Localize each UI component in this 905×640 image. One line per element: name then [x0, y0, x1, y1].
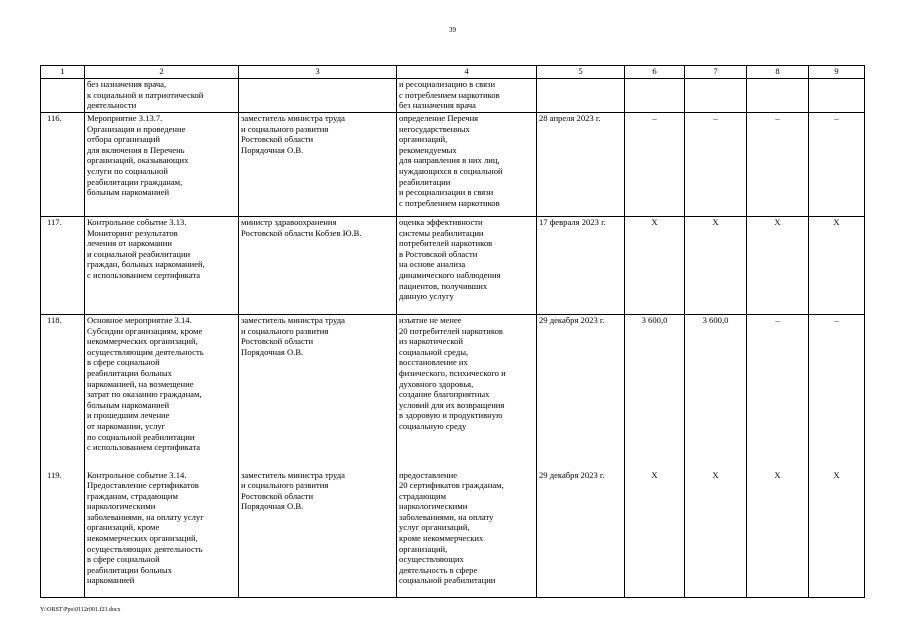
deadline: 28 апреля 2023 г.: [537, 113, 625, 217]
funding-cell: –: [747, 113, 809, 217]
funding-cell: –: [809, 113, 865, 217]
expected-result: предоставление 20 сертификатов гражданам, страдающим наркологическими заболеваниями, на оплату услуг организаций, кроме некоммерческих организаций, осуществляющих деятельность в сфере социальной реабилитации: [397, 470, 537, 598]
row-number: [41, 79, 85, 113]
file-path-footer: Y:\ORST\Ppo\0112r001.f23.docx: [40, 607, 121, 613]
expected-result: определение Перечня негосударственных организаций, рекомендуемых для направления в них лиц, нуждающихся в социальной реабилитации и ресоциализации в связи с потреблением наркотиков: [397, 113, 537, 217]
deadline: 17 февраля 2023 г.: [537, 217, 625, 315]
column-header: 2: [85, 66, 239, 79]
funding-cell: [625, 79, 685, 113]
table-row: [41, 315, 865, 470]
responsible-person: заместитель министра труда и социального развития Ростовской области Порядочная О.В.: [239, 315, 397, 470]
funding-cell: 3 600,0: [685, 315, 747, 470]
responsible-person: заместитель министра труда и социального развития Ростовской области Порядочная О.В.: [239, 470, 397, 598]
funding-cell: Х: [809, 217, 865, 315]
funding-cell: Х: [747, 470, 809, 598]
table-row: [41, 217, 865, 315]
funding-cell: 3 600,0: [625, 315, 685, 470]
funding-cell: [685, 79, 747, 113]
column-header: 5: [537, 66, 625, 79]
column-header: 9: [809, 66, 865, 79]
funding-cell: Х: [685, 217, 747, 315]
expected-result: изъятие не менее 20 потребителей наркотиков из наркотической социальной среды, восстановление их физического, психического и духовного здоровья, создание благоприятных условий для их возвращения в здоровую и продуктивную социальную среду: [397, 315, 537, 470]
funding-cell: –: [747, 315, 809, 470]
funding-cell: –: [625, 113, 685, 217]
funding-cell: Х: [809, 470, 865, 598]
measure-name: Основное мероприятие 3.14. Субсидии организациям, кроме некоммерческих организаций, осуществляющим деятельность в сфере социальной реабилитации больных наркоманией, на возмещение затрат по оказанию гражданам, больным наркоманией и прошедшим лечение от наркомании, услуг по социальной реабилитации с использованием сертификата: [85, 315, 239, 470]
funding-cell: Х: [625, 217, 685, 315]
deadline: 29 декабря 2023 г.: [537, 315, 625, 470]
row-number: 118.: [41, 315, 85, 470]
responsible-person: [239, 79, 397, 113]
measure-name: Мероприятие 3.13.7. Организация и проведение отбора организаций для включения в Перечень организаций, оказывающих услуги по социальной реабилитации гражданам, больным наркоманией: [85, 113, 239, 217]
page-number: 39: [449, 26, 456, 34]
funding-cell: [809, 79, 865, 113]
column-header: 4: [397, 66, 537, 79]
funding-cell: –: [685, 113, 747, 217]
column-header: 8: [747, 66, 809, 79]
row-number: 116.: [41, 113, 85, 217]
table-row: [41, 470, 865, 598]
column-header: 7: [685, 66, 747, 79]
funding-cell: Х: [625, 470, 685, 598]
measure-name: Контрольное событие 3.13. Мониторинг результатов лечения от наркомании и социальной реабилитации граждан, больных наркоманией, с использованием сертификата: [85, 217, 239, 315]
funding-cell: Х: [685, 470, 747, 598]
column-header: 3: [239, 66, 397, 79]
measure-name: без назначения врача, к социальной и патриотической деятельности: [85, 79, 239, 113]
column-header: 6: [625, 66, 685, 79]
expected-result: и ресоциализацию в связи с потреблением наркотиков без назначения врача: [397, 79, 537, 113]
responsible-person: заместитель министра труда и социального развития Ростовской области Порядочная О.В.: [239, 113, 397, 217]
expected-result: оценка эффективности системы реабилитации потребителей наркотиков в Ростовской области на основе анализа динамического наблюдения пациентов, получивших данную услугу: [397, 217, 537, 315]
row-number: 119.: [41, 470, 85, 598]
deadline: 29 декабря 2023 г.: [537, 470, 625, 598]
table-row: [41, 79, 865, 113]
funding-cell: [747, 79, 809, 113]
funding-cell: –: [809, 315, 865, 470]
row-number: 117.: [41, 217, 85, 315]
table-row: [41, 113, 865, 217]
measure-name: Контрольное событие 3.14. Предоставление сертификатов гражданам, страдающим наркологическими заболеваниями, на оплату услуг организаций, кроме некоммерческих организаций, осуществляющих деятельность в сфере социальной реабилитации больных наркоманией: [85, 470, 239, 598]
column-header-row: [41, 66, 865, 79]
measures-table: [40, 65, 865, 598]
funding-cell: Х: [747, 217, 809, 315]
responsible-person: министр здравоохранения Ростовской области Кобзев Ю.В.: [239, 217, 397, 315]
deadline: [537, 79, 625, 113]
column-header: 1: [41, 66, 85, 79]
